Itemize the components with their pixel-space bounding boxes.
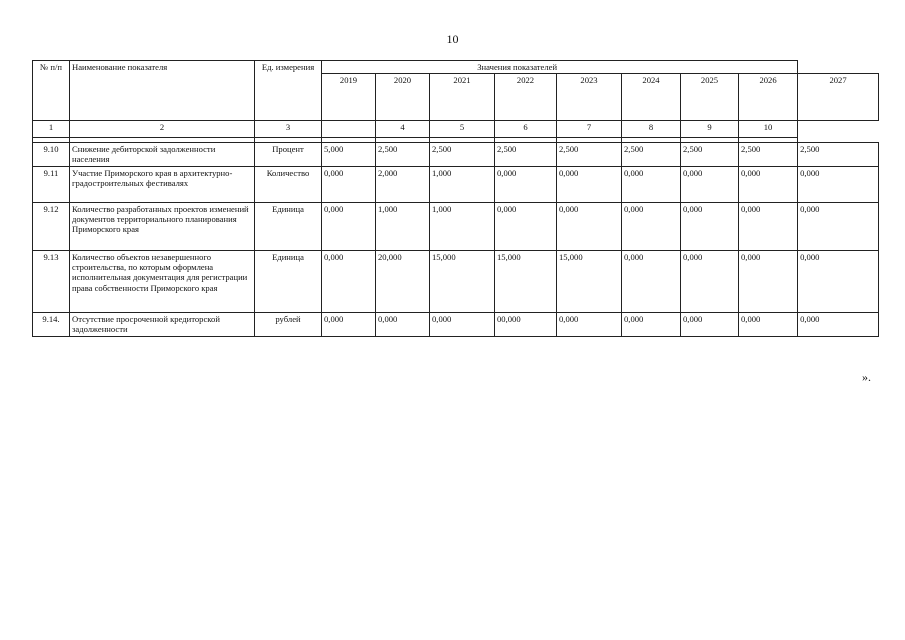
indicator-unit: рублей	[255, 313, 322, 337]
value-cell: 0,000	[322, 167, 376, 203]
indicator-unit: Процент	[255, 143, 322, 167]
row-number: 9.10	[33, 143, 70, 167]
indicator-unit: Количество	[255, 167, 322, 203]
data-rows	[33, 138, 879, 337]
value-cell: 0,000	[681, 203, 739, 251]
column-numbers-row	[33, 121, 879, 138]
value-cell: 0,000	[557, 203, 622, 251]
column-number: 5	[430, 121, 495, 138]
header-row	[33, 61, 879, 74]
value-cell: 0,000	[798, 251, 879, 313]
indicator-name: Количество разработанных проектов изменений документов территориального планирования Приморского края	[70, 203, 255, 251]
column-number: 1	[33, 121, 70, 138]
header-unit: Ед. измерения	[255, 61, 322, 121]
header-name: Наименование показателя	[70, 61, 255, 121]
value-cell: 15,000	[430, 251, 495, 313]
column-number	[322, 121, 376, 138]
value-cell: 00,000	[495, 313, 557, 337]
column-number: 7	[557, 121, 622, 138]
header-num: № п/п	[33, 61, 70, 121]
value-cell: 2,500	[430, 143, 495, 167]
value-cell: 0,000	[739, 251, 798, 313]
value-cell: 2,500	[739, 143, 798, 167]
year-cell: 2027	[798, 74, 879, 121]
value-cell: 0,000	[322, 251, 376, 313]
value-cell: 0,000	[681, 251, 739, 313]
table-row	[33, 167, 879, 203]
column-number: 4	[376, 121, 430, 138]
value-cell: 0,000	[798, 167, 879, 203]
table-row	[33, 251, 879, 313]
value-cell: 0,000	[430, 313, 495, 337]
column-number: 2	[70, 121, 255, 138]
indicator-unit: Единица	[255, 251, 322, 313]
value-cell: 0,000	[622, 167, 681, 203]
row-number: 9.12	[33, 203, 70, 251]
year-cell: 2025	[681, 74, 739, 121]
year-cell: 2019	[322, 74, 376, 121]
year-cell: 2024	[622, 74, 681, 121]
page-number: 10	[446, 32, 459, 46]
indicator-name: Участие Приморского края в архитектурно-градостроительных фестивалях	[70, 167, 255, 203]
value-cell: 0,000	[495, 167, 557, 203]
year-cell: 2023	[557, 74, 622, 121]
table-row	[33, 313, 879, 337]
closing-quote: ».	[862, 370, 871, 384]
value-cell: 0,000	[557, 313, 622, 337]
value-cell: 2,500	[495, 143, 557, 167]
value-cell: 2,500	[681, 143, 739, 167]
value-cell: 0,000	[798, 203, 879, 251]
value-cell: 2,000	[376, 167, 430, 203]
value-cell: 0,000	[376, 313, 430, 337]
indicator-name: Отсутствие просроченной кредиторской задолженности	[70, 313, 255, 337]
value-cell: 0,000	[739, 313, 798, 337]
indicator-unit: Единица	[255, 203, 322, 251]
row-number: 9.14.	[33, 313, 70, 337]
value-cell: 2,500	[798, 143, 879, 167]
value-cell: 15,000	[495, 251, 557, 313]
value-cell: 20,000	[376, 251, 430, 313]
table-row	[33, 143, 879, 167]
value-cell: 1,000	[430, 167, 495, 203]
value-cell: 0,000	[739, 203, 798, 251]
value-cell: 0,000	[622, 203, 681, 251]
row-number: 9.13	[33, 251, 70, 313]
value-cell: 15,000	[557, 251, 622, 313]
value-cell: 5,000	[322, 143, 376, 167]
value-cell: 2,500	[622, 143, 681, 167]
value-cell: 0,000	[622, 313, 681, 337]
indicators-table	[32, 60, 879, 337]
row-number: 9.11	[33, 167, 70, 203]
value-cell: 0,000	[495, 203, 557, 251]
year-cell: 2022	[495, 74, 557, 121]
value-cell: 0,000	[322, 203, 376, 251]
column-number: 10	[739, 121, 798, 138]
value-cell: 1,000	[376, 203, 430, 251]
value-cell: 0,000	[798, 313, 879, 337]
value-cell: 0,000	[681, 313, 739, 337]
value-cell: 2,500	[557, 143, 622, 167]
value-cell: 0,000	[322, 313, 376, 337]
column-number: 3	[255, 121, 322, 138]
column-number: 9	[681, 121, 739, 138]
value-cell: 0,000	[681, 167, 739, 203]
indicator-name: Снижение дебиторской задолженности населения	[70, 143, 255, 167]
year-cell: 2020	[376, 74, 430, 121]
value-cell: 0,000	[739, 167, 798, 203]
value-cell: 0,000	[622, 251, 681, 313]
year-cell: 2026	[739, 74, 798, 121]
header-values: Значения показателей	[322, 61, 798, 74]
column-number: 8	[622, 121, 681, 138]
value-cell: 0,000	[557, 167, 622, 203]
year-cell: 2021	[430, 74, 495, 121]
table-row	[33, 203, 879, 251]
value-cell: 1,000	[430, 203, 495, 251]
value-cell: 2,500	[376, 143, 430, 167]
indicator-name: Количество объектов незавершенного строительства, по которым оформлена исполнительная документация для регистрации права собственности Приморского края	[70, 251, 255, 313]
column-number: 6	[495, 121, 557, 138]
